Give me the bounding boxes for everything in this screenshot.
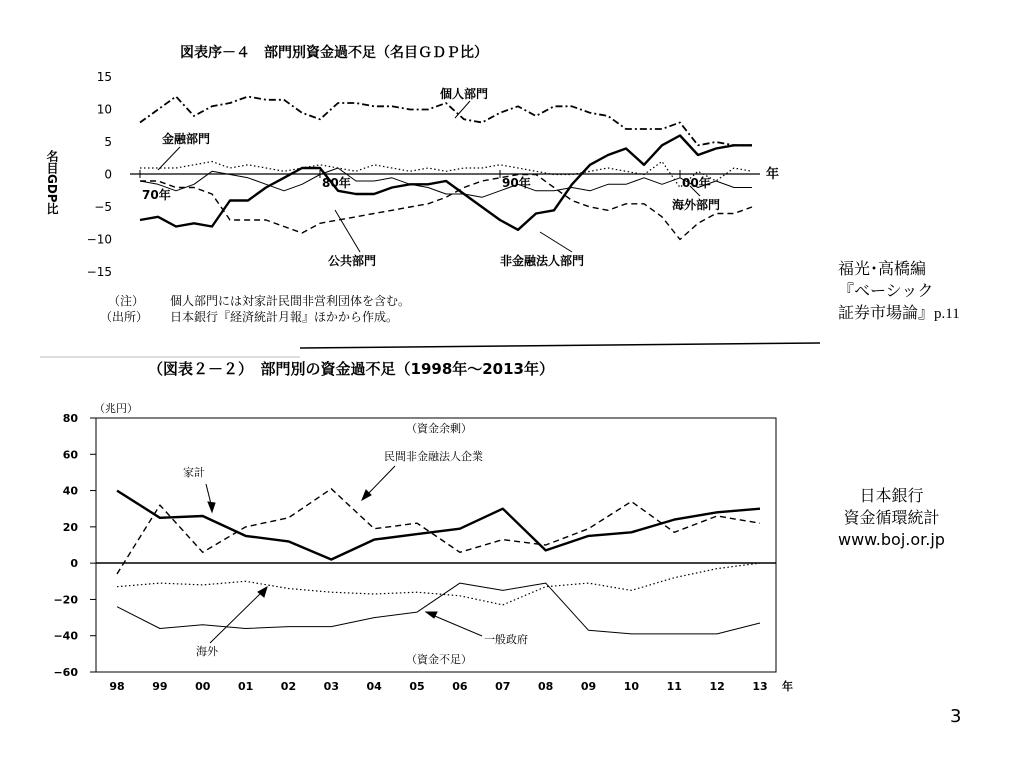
source-textbook-line1: 福光･高橋編 [838,259,927,278]
chart1-note2-label: （出所） [100,310,149,324]
chart2-xtick-label: 10 [623,680,640,693]
source-textbook-title: 証券市場論』 [838,303,935,322]
chart2-title: （図表２－２） 部門別の資金過不足（1998年～2013年） [148,360,554,378]
chart2-xtick-label: 03 [323,680,339,693]
chart1-title: 図表序－４ 部門別資金過不足（名目ＧＤＰ比） [180,45,488,61]
chart2-xtick-label: 01 [237,680,254,693]
chart2-xtick-label: 99 [152,680,168,693]
chart1-label-nonfinancial: 非金融法人部門 [500,254,585,268]
chart2-label-government: 一般政府 [484,633,528,646]
chart2-government-arrow [426,612,482,636]
chart2-xtick-label: 09 [580,680,597,693]
chart2-xtick-label: 02 [280,680,297,693]
chart2-corporate-arrow [362,466,395,500]
chart2-label-deficit: （資金不足） [406,653,472,666]
chart1-xtick-label: 90年 [502,176,531,190]
chart2-xtick-label: 05 [409,680,425,693]
chart1-label-financial: 金融部門 [162,132,211,146]
source-note-textbook [838,258,960,325]
source-boj-line1: 日本銀行 [859,486,924,505]
chart2-xtick-label: 08 [538,680,554,693]
chart2-xaxis-suffix: 年 [782,680,793,693]
chart2-xtick-label: 07 [495,680,511,693]
source-boj-url[interactable]: www.boj.or.jp [838,530,945,549]
chart2-xtick-label: 98 [109,680,125,693]
chart1-xtick-label: 70年 [142,188,171,202]
chart2-overseas-arrow [210,587,267,643]
page-number: 3 [950,706,962,727]
chart1-label-overseas: 海外部門 [672,198,721,212]
chart1-ytick-label: 10 [96,102,112,117]
chart2-ytick-label: −20 [53,593,78,607]
chart1-public-leader [335,210,360,252]
source-textbook-page: p.11 [934,306,960,322]
chart2-ytick-label: 40 [62,484,78,498]
chart2-series-line [117,563,760,605]
chart1-ytick-label: −10 [86,232,112,247]
source-note-boj [838,485,945,551]
chart1-series-line [140,168,752,197]
chart1-ytick-label: −15 [86,265,112,279]
chart2-ytick-label: −60 [53,666,78,679]
chart1-note1-text: 個人部門には対家計民間非営利団体を含む。 [170,294,411,308]
chart1-nonfin-leader [540,232,572,252]
chart1-ytick-label: 5 [104,135,112,149]
chart2-ytick-label: −40 [53,629,78,643]
chart2-series-line [117,491,760,560]
chart1-xtick-label: 00年 [682,176,711,190]
chart2-household-arrow [206,484,215,512]
chart2-ytick-label: 80 [62,412,78,425]
chart2-label-surplus: （資金余剰） [406,422,472,435]
chart2-xtick-label: 04 [366,680,382,693]
chart1-label-individual: 個人部門 [440,87,489,101]
chart2-xtick-label: 00 [195,680,211,693]
chart-sector-balance-yen [53,360,793,693]
chart1-xtick-label: 80年 [322,176,351,190]
chart2-ytick-label: 0 [70,557,78,571]
chart1-series-line [140,97,752,146]
chart2-xtick-label: 11 [666,680,682,693]
chart2-label-overseas: 海外 [196,645,218,658]
chart1-individual-leader [455,101,470,118]
slide-divider-line [300,343,820,348]
chart1-ytick-label: 0 [104,167,112,182]
chart2-ytick-label: 20 [62,520,78,534]
chart2-ytick-label: 60 [62,448,78,462]
chart2-label-corporate: 民間非金融法人企業 [384,450,483,463]
chart2-series-line [117,583,760,634]
chart1-label-public: 公共部門 [328,254,377,268]
chart-sector-balance-gdp [45,44,779,324]
chart2-xtick-label: 12 [709,680,725,693]
chart1-series-line [140,175,752,240]
source-textbook-line3 [838,302,960,325]
chart1-xaxis-suffix: 年 [766,167,780,182]
chart1-note1-label: （注） [108,294,145,308]
source-boj-line2: 資金循環統計 [843,508,940,527]
chart1-ylabel: 名目GDP比 [45,150,59,215]
chart2-unit-label: （兆円） [94,402,138,415]
chart1-financial-leader [158,147,180,170]
chart1-note2-text: 日本銀行『経済統計月報』ほかから作成。 [170,310,399,324]
chart2-xtick-label: 06 [452,680,468,693]
chart1-ytick-label: −5 [94,200,112,214]
chart1-ytick-label: 15 [96,70,112,84]
chart2-label-household: 家計 [183,466,205,479]
chart2-xtick-label: 13 [752,680,768,693]
source-textbook-line2: 『ベーシック [838,281,934,300]
